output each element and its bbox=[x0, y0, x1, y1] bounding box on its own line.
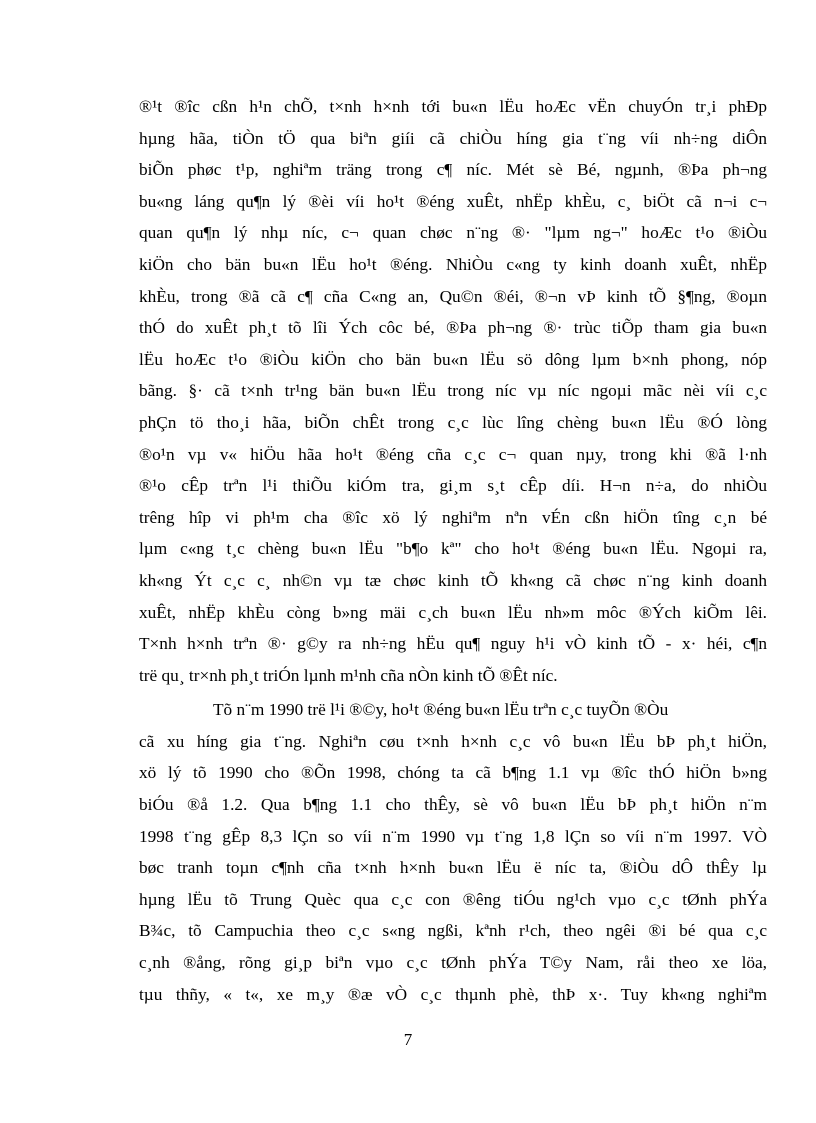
page-number: 7 bbox=[403, 1030, 413, 1049]
text-line: T×nh h×nh trªn ®· g©y ra nh÷ng hËu qu¶ nguy h¹i vÒ kinh tÕ - x· héi, c¶n bbox=[139, 634, 767, 654]
text-line: tµu thñy, « t«, xe m¸y ®æ vÒ c¸c thµnh phè, thÞ x·. Tuy kh«ng nghiªm bbox=[139, 984, 767, 1004]
text-line: hµng lËu tõ Trung Quèc qua c¸c con ®êng tiÓu ng¹ch vµo c¸c tØnh phÝa bbox=[139, 889, 767, 909]
text-line: hµng hãa, tiÒn tÖ qua biªn giíi cã chiÒu híng gia t¨ng víi nh÷ng diÔn bbox=[139, 128, 767, 148]
text-line: ®¹t ®îc cßn h¹n chÕ, t×nh h×nh tới bu«n lËu hoÆc vËn chuyÓn tr¸i phÐp bbox=[139, 97, 767, 116]
text-line: kiÖn cho bän bu«n lËu ho¹t ®éng. NhiÒu c«ng ty kinh doanh xuÊt, nhËp bbox=[139, 254, 767, 274]
text-line: bu«ng láng qu¶n lý ®èi víi ho¹t ®éng xuÊt, nhËp khÈu, c¸ biÖt cã n¬i c¬ bbox=[139, 191, 767, 211]
text-line: cã xu híng gia t¨ng. Nghiªn cøu t×nh h×nh c¸c vô bu«n lËu bÞ ph¸t hiÖn, bbox=[139, 731, 767, 751]
text-line: lµm c«ng t¸c chèng bu«n lËu "b¶o kª" cho ho¹t ®éng bu«n lËu. Ngoµi ra, bbox=[139, 539, 767, 559]
paragraph-2 bbox=[139, 694, 767, 1010]
text-line: xuÊt, nhËp khÈu còng b»ng mäi c¸ch bu«n lËu nh»m môc ®Ých kiÕm lêi. bbox=[139, 602, 767, 622]
text-line: 1998 t¨ng gÊp 8,3 lÇn so víi n¨m 1990 vµ t¨ng 1,8 lÇn so víi n¨m 1997. VÒ bbox=[139, 826, 767, 846]
text-line: lËu hoÆc t¹o ®iÒu kiÖn cho bän bu«n lËu sö dông lµm b×nh phong, nóp bbox=[139, 349, 767, 369]
text-line: biÓu ®å 1.2. Qua b¶ng 1.1 cho thÊy, sè vô bu«n lËu bÞ ph¸t hiÖn n¨m bbox=[139, 795, 767, 815]
text-line: phÇn tö tho¸i hãa, biÕn chÊt trong c¸c lùc lîng chèng bu«n lËu ®Ó lòng bbox=[139, 412, 767, 432]
text-line: quan qu¶n lý nhµ níc, c¬ quan chøc n¨ng ®· "lµm ng¬" hoÆc t¹o ®iÒu bbox=[139, 223, 767, 243]
text-line: kh«ng Ýt c¸c c¸ nh©n vµ tæ chøc kinh tÕ kh«ng cã chøc n¨ng kinh doanh bbox=[139, 570, 767, 590]
paragraph-1 bbox=[139, 91, 767, 691]
text-line: c¸nh ®ång, rõng gi¸p biªn vµo c¸c tØnh phÝa T©y Nam, råi theo xe löa, bbox=[139, 953, 767, 973]
text-line: biÕn phøc t¹p, nghiªm träng trong c¶ níc. Mét sè Bé, ngµnh, ®Þa ph¬ng bbox=[139, 160, 767, 180]
text-line: trêng hîp vi ph¹m cha ®îc xö lý nghiªm nªn vÉn cßn hiÖn tîng c¸n bé bbox=[139, 507, 767, 527]
text-line: trë qu¸ tr×nh ph¸t triÓn lµnh m¹nh cña nÒn kinh tÕ ®Êt níc. bbox=[139, 665, 558, 685]
text-line: Tõ n¨m 1990 trë l¹i ®©y, ho¹t ®éng bu«n lËu trªn c¸c tuyÕn ®Òu bbox=[213, 700, 669, 720]
text-line: B¾c, tõ Campuchia theo c¸c s«ng ngßi, kªnh r¹ch, theo ngêi ®i bé qua c¸c bbox=[139, 921, 767, 941]
text-line: xö lý tõ 1990 cho ®Õn 1998, chóng ta cã b¶ng 1.1 vµ ®îc thÓ hiÖn b»ng bbox=[139, 763, 767, 783]
text-line: ®¹o cÊp trªn l¹i thiÕu kiÓm tra, gi¸m s¸t cÊp díi. H¬n n÷a, do nhiÒu bbox=[139, 476, 767, 496]
text-line: thÓ do xuÊt ph¸t tõ lîi Ých côc bé, ®Þa ph¬ng ®· trùc tiÕp tham gia bu«n bbox=[139, 318, 767, 338]
text-line: bãng. §· cã t×nh tr¹ng bän bu«n lËu trong níc vµ níc ngoµi mãc nèi víi c¸c bbox=[139, 381, 767, 401]
text-line: ®o¹n vµ v« hiÖu hãa ho¹t ®éng cña c¸c c¬ quan nµy, trong khi ®ã l·nh bbox=[139, 444, 767, 464]
text-line: khÈu, trong ®ã cã c¶ cña C«ng an, Qu©n ®éi, ®¬n vÞ kinh tÕ §¶ng, ®oµn bbox=[139, 286, 767, 306]
text-line: bøc tranh toµn c¶nh cña t×nh h×nh bu«n lËu ë níc ta, ®iÒu dÔ thÊy lµ bbox=[139, 858, 767, 878]
body-text bbox=[139, 91, 767, 1010]
